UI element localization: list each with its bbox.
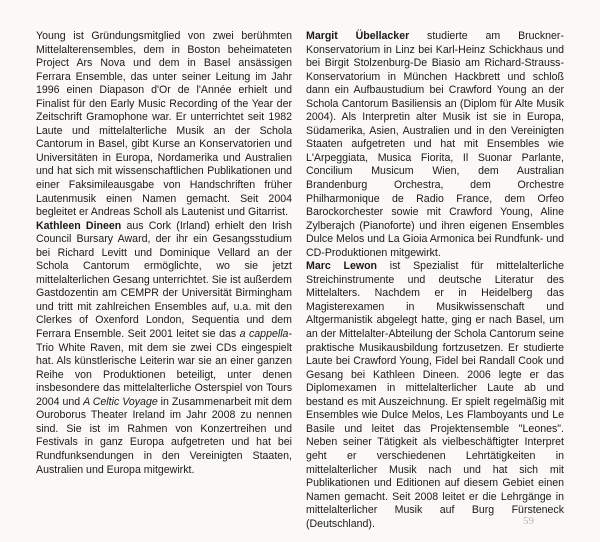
right-column — [306, 30, 564, 531]
person-name: Marc Lewon — [306, 260, 378, 273]
paragraph-crawford-young: Young ist Gründungsmitglied von zwei berühmten Mittelalterensembles, dem in Boston beheimateten Project Ars Nova und dem in Basel ansässigen Ferrara Ensemble, das unter seiner Leitung im Jahr 1996 einen Diapason d'Or de l'Année erhielt und Finalist für den Early Music Recording of the Year der Zeitschrift Gramophone war. Er unterrichtet seit 1982 Laute und mittelalterliche Musik an der Schola Cantorum in Basel, gibt Kurse an Konservatorien und Universitäten in Europa, Nordamerika und Australien und hat sich mit wissenschaftlichen Publikationen und einer Faksimileausgabe von Handschriften früher Lautenmusik einen Namen gemacht. Seit 2004 begleitet er Andreas Scholl als Lautenist und Gitarrist. — [36, 30, 292, 219]
left-column — [36, 30, 292, 477]
person-name: Kathleen Dineen — [36, 219, 122, 232]
italic-term: a cappella — [239, 328, 289, 341]
paragraph-text: aus Cork (Irland) erhielt den Irish Council Bursary Award, der ihr ein Gesangsstudium bei Richard Levitt und Dominique Vellard an der Schola Cantorum ermöglichte, wo sie jetzt mittelalterlichen Gesang unterrichtet. Sie ist außerdem Gastdozentin am CEMPR der Universität Birmingham und tritt mit zahlreichen Ensembles auf, u.a. mit den Clerkes of Oxenford London, Sequentia und dem Ferrara Ensemble. Seit 2001 leitet sie das — [36, 219, 292, 341]
page-number: 59 — [523, 515, 534, 527]
paragraph-marc-lewon — [306, 260, 564, 531]
person-name: Margit Übellacker — [306, 30, 410, 42]
paragraph-text: ist Spezialist für mittelalterliche Streichinstrumente und deutsche Literatur des Mittelalters. Nachdem er in Heidelberg das Magisterexamen in Musikwissenschaft und Altgermanistik abgelegt hatte, ging er nach Basel, um an der Mittelalter-Abteilung der Schola Cantorum seine praktische Musikausbildung fortzusetzen. Er studierte Laute bei Crawford Young, Fidel bei Randall Cook und Gesang bei Kathleen Dineen. 2006 legte er das Diplomexamen in mittelalterlicher Laute ab und bestand es mit Auszeichnung. Er spielt regelmäßig mit Ensembles wie Dulce Melos, Les Flamboyants und Le Basile und leitet das Projektensemble "Leones". Neben seiner Tätigkeit als vielbeschäftigter Interpret geht er verschiedenen Lehrtätigkeiten in mittelalterlicher Musik nach und hat sich mit Publikationen und Editionen auf diesem Gebiet einen Namen gemacht. Seit 2008 leitet er die Lehrgänge in mittelalterlicher Musik auf Burg Fürsteneck (Deutschland). — [306, 260, 564, 530]
paragraph-margit-uebellacker — [306, 30, 564, 260]
paragraph-kathleen-dineen — [36, 220, 292, 477]
paragraph-text: in Zusammenarbeit mit dem Ouroborus Theater Ireland im Jahr 2008 zu nennen sind. Sie ist im Rahmen von Konzertreihen und Festivals in ganz Europa aufgetreten und hat bei Rundfunksendungen in den Vereinigten Staaten, Australien und Europa mitgewirkt. — [36, 395, 292, 476]
paragraph-text: studierte am Bruckner-Konservatorium in Linz bei Karl-Heinz Schickhaus und bei Birgit Stolzenburg-De Biasio am Richard-Strauss-Konservatorium in München Hackbrett und schloß dann ein Aufbaustudium bei Crawford Young an der Schola Cantorum Basiliensis an (Diplom für Alte Musik 2004). Als Interpretin alter Musik ist sie in Europa, Südamerika, Asien, Australien und in den Vereinigten Staaten aufgetreten und hat mit Ensembles wie L'Arpeggiata, Musica Fiorita, Il Suonar Parlante, Concilium Musicum Wien, dem Australian Brandenburg Orchestra, dem Orchestre Philharmonique de Radio France, dem Orfeo Barockorchester sowie mit Crawford Young, Aline Zylberajch (Pianoforte) und ihren eigenen Ensembles Dulce Melos und La Gioia Armonica bei Rundfunk- und CD-Produktionen mitgewirkt. — [306, 30, 564, 259]
italic-title: A Celtic Voyage — [83, 395, 158, 408]
paragraph-text: -Trio White Raven, mit dem sie zwei CDs eingespielt hat. Als künstlerische Leiterin war sie an einer ganzen Reihe von Produktionen beteiligt, unter denen insbesondere das mittelalterliche Osterspiel von Tours 2004 und — [36, 328, 292, 408]
